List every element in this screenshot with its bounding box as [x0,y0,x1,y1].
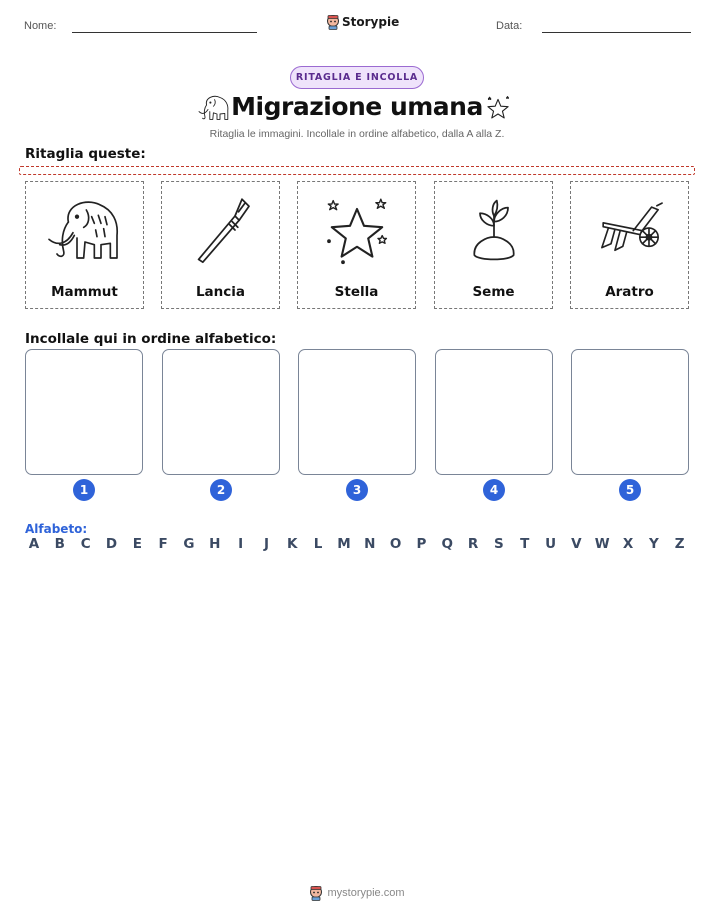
alphabet-row [25,536,689,552]
alphabet-letter: U [545,536,557,552]
alphabet-letter: L [313,536,323,552]
alphabet-letter: C [80,536,91,552]
alphabet-letter: T [520,536,530,552]
seed-sprout-icon [464,195,524,265]
alphabet-letter: B [54,536,65,552]
alphabet-letter: M [337,536,351,552]
alphabet-letter: Q [441,536,453,552]
activity-badge: RITAGLIA E INCOLLA [290,66,424,89]
alphabet-letter: I [238,536,244,552]
slot-number: 2 [210,479,232,501]
paste-box-1[interactable] [25,349,143,475]
card-label: Aratro [605,284,654,300]
cut-card-stella[interactable] [297,181,416,309]
page-title: Migrazione umana [231,92,483,121]
alphabet-letter: X [622,536,634,552]
name-line[interactable] [72,32,257,33]
paste-box-3[interactable] [298,349,416,475]
card-label: Seme [472,284,515,300]
card-label: Mammut [51,284,118,300]
alphabet-letter: W [594,536,610,552]
slot-number: 4 [483,479,505,501]
alphabet-letter: S [494,536,504,552]
spear-icon [186,193,256,267]
alphabet-letter: A [28,536,40,552]
cut-heading: Ritaglia queste: [25,146,146,162]
star-icon [484,94,512,120]
alphabet-letter: N [364,536,376,552]
alphabet-letter: D [105,536,118,552]
card-label: Lancia [195,284,246,300]
alphabet-letter: Y [648,536,659,552]
paste-box-4[interactable] [435,349,553,475]
storypie-mascot-icon [309,885,323,901]
alphabet-letter: P [416,536,427,552]
title-row [0,92,714,126]
date-line[interactable] [542,32,691,33]
alphabet-letter: E [132,536,142,552]
alphabet-letter: K [287,536,298,552]
plow-icon [594,200,666,260]
cut-card-aratro[interactable] [570,181,689,309]
card-label: Stella [334,284,379,300]
star-icon [321,195,393,265]
footer [0,885,714,901]
paste-box-5[interactable] [571,349,689,475]
slot-number: 5 [619,479,641,501]
alphabet-letter: V [571,536,582,552]
date-label: Data: [496,20,523,32]
cut-card-lancia[interactable] [161,181,280,309]
alphabet-letter: O [389,536,402,552]
mammoth-icon [45,195,125,265]
name-label: Nome: [24,20,57,32]
alphabet-letter: H [209,536,221,552]
slot-number: 3 [346,479,368,501]
cut-line [19,166,695,175]
alphabet-letter: F [158,536,168,552]
paste-box-2[interactable] [162,349,280,475]
slot-number: 1 [73,479,95,501]
instructions: Ritaglia le immagini. Incollale in ordine alfabetico, dalla A alla Z. [209,128,505,140]
alphabet-letter: Z [674,536,685,552]
paste-heading: Incollale qui in ordine alfabetico: [25,331,277,347]
alphabet-letter: G [183,536,195,552]
alphabet-heading: Alfabeto: [25,522,88,536]
brand-name: Storypie [342,15,400,29]
brand-logo [326,14,399,30]
storypie-mascot-icon [326,14,340,30]
cut-card-seme[interactable] [434,181,553,309]
alphabet-letter: J [263,536,269,552]
footer-site[interactable]: mystorypie.com [327,887,405,899]
alphabet-letter: R [467,536,479,552]
cut-card-mammut[interactable] [25,181,144,309]
